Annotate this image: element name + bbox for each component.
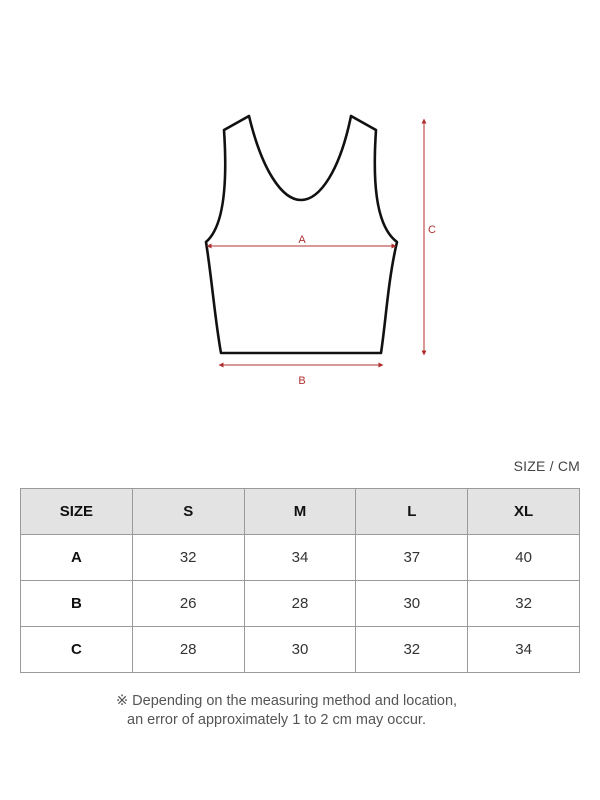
table-cell: 32 — [132, 535, 244, 581]
header-m: M — [244, 489, 356, 535]
table-cell: 34 — [244, 535, 356, 581]
table-cell: 26 — [132, 581, 244, 627]
table-cell: 28 — [132, 627, 244, 673]
table-row — [21, 627, 580, 673]
table-cell: 40 — [468, 535, 580, 581]
table-cell: 30 — [356, 581, 468, 627]
row-label: B — [21, 581, 133, 627]
table-header-row — [21, 489, 580, 535]
table-cell: 34 — [468, 627, 580, 673]
measure-label-b: B — [298, 375, 306, 387]
table-row — [21, 535, 580, 581]
measure-label-a: A — [298, 234, 306, 246]
measurement-note — [0, 692, 600, 730]
note-line-2: an error of approximately 1 to 2 cm may occur. — [127, 712, 426, 728]
header-l: L — [356, 489, 468, 535]
measure-label-c: C — [428, 224, 436, 236]
table-cell: 32 — [356, 627, 468, 673]
table-cell: 28 — [244, 581, 356, 627]
table-row — [21, 581, 580, 627]
row-label: C — [21, 627, 133, 673]
table-cell: 30 — [244, 627, 356, 673]
unit-label: SIZE / CM — [513, 458, 580, 474]
table-cell: 37 — [356, 535, 468, 581]
size-table — [20, 488, 580, 673]
header-xl: XL — [468, 489, 580, 535]
header-s: S — [132, 489, 244, 535]
table-cell: 32 — [468, 581, 580, 627]
note-line-1: ※ Depending on the measuring method and location, — [116, 693, 458, 709]
header-size: SIZE — [21, 489, 133, 535]
row-label: A — [21, 535, 133, 581]
